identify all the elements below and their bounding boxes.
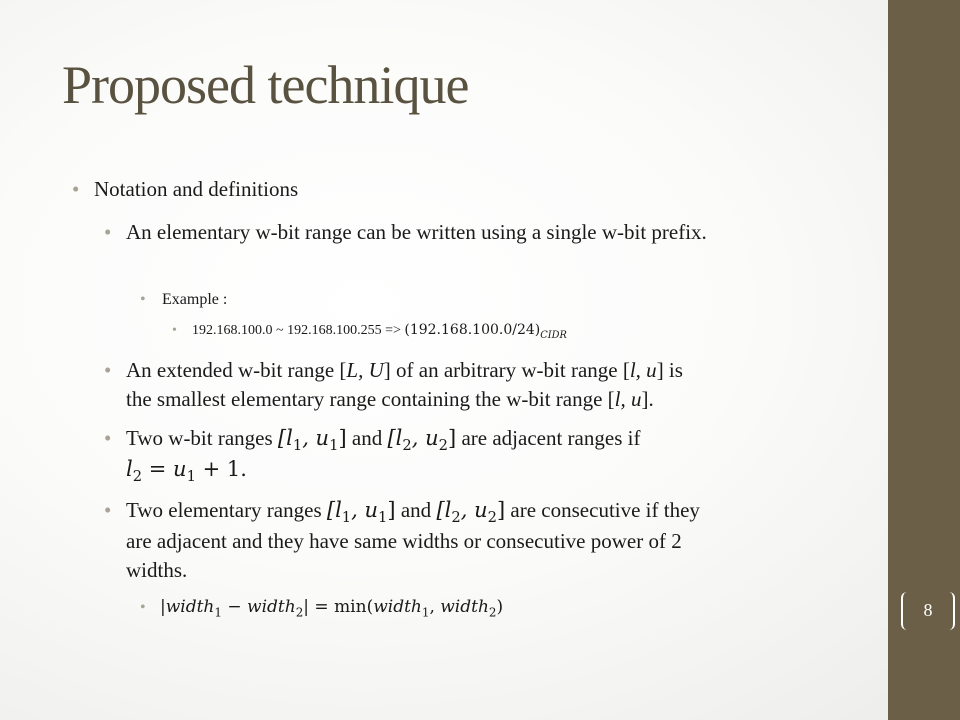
math-lu: l, u <box>614 387 642 411</box>
math-bracket: ] <box>448 426 457 450</box>
math-lu: l, u <box>629 358 657 382</box>
math-sub: 1 <box>341 509 352 527</box>
math-width: width <box>247 597 296 617</box>
bullet-example-label: Example : <box>162 291 228 308</box>
math-bracket: ] <box>496 498 506 522</box>
math-equals: = <box>309 597 335 617</box>
text-run: the smallest elementary range containing the w-bit range [ <box>126 387 615 411</box>
bullet-extended-range-line2 <box>126 385 654 414</box>
text-run: Two elementary ranges <box>126 498 327 522</box>
math-l2: l <box>126 457 133 481</box>
math-plus-one: + 1. <box>195 457 247 481</box>
math-width: width <box>373 597 422 617</box>
math-bracket: ] <box>338 426 347 450</box>
text-run: are adjacent ranges if <box>456 426 641 450</box>
bullet-width-formula <box>160 597 503 619</box>
math-comma: , <box>429 597 441 617</box>
math-range2: , u <box>411 426 439 450</box>
bullet-dot: • <box>172 323 177 338</box>
text-run: ] of an arbitrary w-bit range [ <box>383 358 630 382</box>
bullet-dot: • <box>104 426 112 450</box>
bullet-dot: • <box>104 220 112 244</box>
page-number: 8 <box>923 600 933 620</box>
math-u1: = u <box>142 457 187 481</box>
slide-title: Proposed technique <box>62 55 469 115</box>
bullet-dot: • <box>140 599 146 616</box>
math-sub: 1 <box>378 509 388 527</box>
bullet-dot: • <box>140 291 146 308</box>
math-sub: 2 <box>488 605 497 620</box>
cidr-math: (192.168.100.0/24) <box>404 322 541 338</box>
math-sub: 1 <box>292 437 303 455</box>
text-run: An extended w-bit range [ <box>126 358 347 382</box>
math-sub: 2 <box>295 605 304 620</box>
math-sub: 2 <box>438 437 449 455</box>
bullet-consecutive-line3: widths. <box>126 558 188 582</box>
math-sub: 2 <box>132 468 143 486</box>
bullet-dot: • <box>104 358 112 382</box>
math-sub: 2 <box>451 509 461 527</box>
math-range2: [l <box>387 426 403 450</box>
math-bracket: ] <box>387 498 396 522</box>
math-min: min( <box>334 597 374 617</box>
math-sub: 1 <box>329 437 339 455</box>
math-range2: , u <box>460 498 488 522</box>
math-sub: 1 <box>186 468 196 486</box>
cidr-text: 192.168.100.0 ~ 192.168.100.255 => <box>192 323 405 338</box>
text-run: ]. <box>641 387 654 411</box>
math-range1: , u <box>351 498 379 522</box>
bullet-extended-range-line1 <box>126 356 683 385</box>
math-width: width <box>165 597 215 617</box>
math-sub: 1 <box>421 605 430 620</box>
text-run: and <box>346 426 388 450</box>
math-range1: , u <box>302 426 330 450</box>
math-sub: 1 <box>214 605 222 620</box>
math-sub: 2 <box>402 437 412 455</box>
bullet-consecutive-line2: are adjacent and they have same widths or consecutive power of 2 <box>126 529 682 553</box>
text-run: Two w-bit ranges <box>126 426 278 450</box>
cidr-subscript: CIDR <box>540 329 567 341</box>
text-run: are consecutive if they <box>505 498 700 522</box>
math-bar: | <box>303 597 309 617</box>
bullet-cidr-example <box>192 322 567 341</box>
bullet-notation: Notation and definitions <box>94 177 299 201</box>
bullet-dot: • <box>72 177 80 201</box>
bullet-adjacent-ranges-line2 <box>126 455 247 491</box>
bullet-elementary-range: An elementary w-bit range can be written using a single w-bit prefix. <box>126 220 707 244</box>
math-range2: [l <box>436 498 452 522</box>
math-LU: L, U <box>346 358 384 382</box>
math-sub: 2 <box>487 509 497 527</box>
text-run: ] is <box>656 358 683 382</box>
math-range1: [l <box>326 498 342 522</box>
math-bar: | <box>160 597 166 617</box>
bullet-dot: • <box>104 498 112 522</box>
text-run: and <box>395 498 437 522</box>
math-minus: − <box>221 597 248 617</box>
math-paren: ) <box>496 597 504 617</box>
math-width: width <box>440 597 489 617</box>
math-range1: [l <box>277 426 293 450</box>
